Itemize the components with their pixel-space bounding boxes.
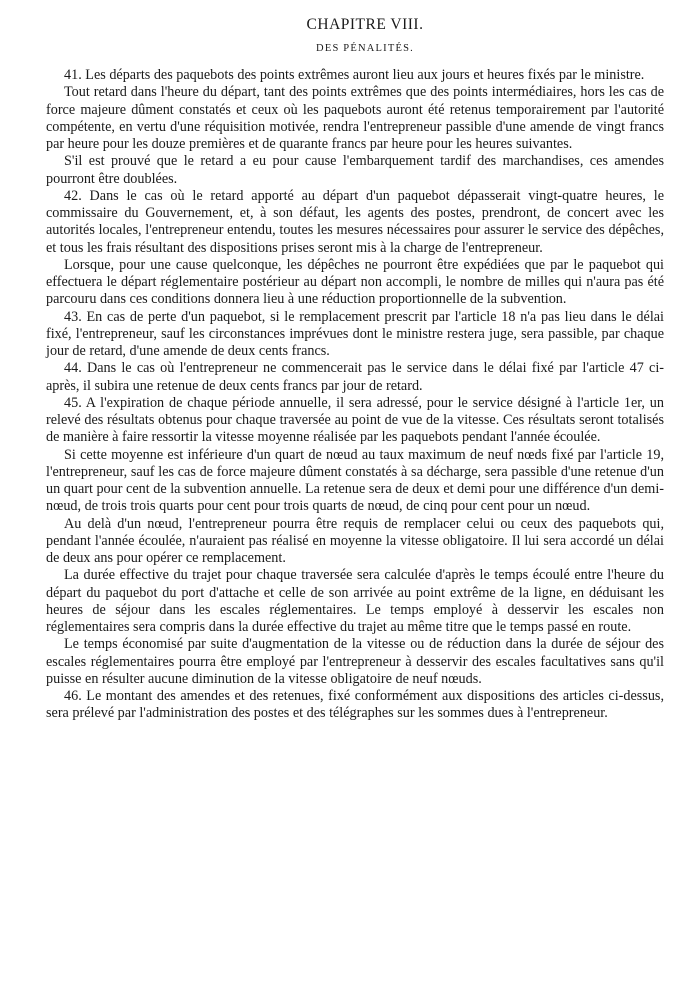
paragraph: La durée effective du trajet pour chaque traversée sera calculée d'après le temps écoulé entre l'heure du départ du paquebot du port d'attache et celle de son arrivée au point extrême de la ligne, en déduisant les heures de séjour dans les escales réglementaires. Le temps employé à desservir les escales non réglementaires sera compris dans la durée effective du trajet au même titre que le temps passé en route.	[46, 567, 664, 635]
chapter-title: CHAPITRE VIII.	[306, 16, 424, 33]
paragraph: Lorsque, pour une cause quelconque, les dépêches ne pourront être expédiées que par le paquebot qui effectuera le départ réglementaire postérieur au départ non accompli, le nombre de milles qui n'aura pas été parcouru dans ces conditions donnera lieu à une réduction proportionnelle de la subvention.	[46, 256, 664, 308]
body-text	[46, 67, 664, 723]
paragraph-article-45: 45. A l'expiration de chaque période annuelle, il sera adressé, pour le service désigné à l'article 1er, un relevé des résultats obtenus pour chaque traversée au point de vue de la vitesse. Ces résultats seront totalisés de manière à faire ressortir la vitesse moyenne réalisée par les paquebots pendant l'année écoulée.	[46, 394, 664, 446]
paragraph: Le temps économisé par suite d'augmentation de la vitesse ou de réduction dans la durée de séjour des escales réglementaires pourra être employé par l'entrepreneur à desservir des escales facultatives sans qu'il puisse en résulter aucune diminution de la vitesse obligatoire de neuf nœuds.	[46, 636, 664, 687]
paragraph-article-42: 42. Dans le cas où le retard apporté au départ d'un paquebot dépasserait vingt-quatre heures, le commissaire du Gouvernement, et, à son défaut, les agents des postes, prendront, de concert avec les autorités locales, l'entrepreneur entendu, toutes les mesures nécessaires pour assurer le service des dépêches, et tous les frais résultant des dispositions prises seront mis à la charge de l'entrepreneur.	[46, 187, 664, 256]
paragraph-article-41: 41. Les départs des paquebots des points extrêmes auront lieu aux jours et heures fixés par le ministre.	[64, 67, 645, 83]
paragraph: S'il est prouvé que le retard a eu pour cause l'embarquement tardif des marchandises, ces amendes pourront être doublées.	[46, 153, 664, 187]
paragraph: Si cette moyenne est inférieure d'un quart de nœud au taux maximum de neuf nœds fixé par l'article 19, l'entrepreneur, sauf les cas de force majeure dûment constatés à sa décharge, sera passible d'une retenue d'un un quart pour cent de la subvention annuelle. La retenue sera de deux et demi pour une différence d'un demi-nœud, de trois trois quarts pour cent pour trois quarts de nœud, de cinq pour cent pour un nœud.	[46, 446, 664, 515]
document-page	[46, 14, 664, 723]
section-title: DES PÉNALITÉS.	[316, 43, 414, 54]
paragraph-article-44: 44. Dans le cas où l'entrepreneur ne commencerait pas le service dans le délai fixé par l'article 47 ci-après, il subira une retenue de deux cents francs par jour de retard.	[46, 360, 664, 394]
paragraph-article-46: 46. Le montant des amendes et des retenues, fixé conformément aux dispositions des articles ci-dessus, sera prélevé par l'administration des postes et des télégraphes sur les sommes dues à l'entrepreneur.	[46, 688, 664, 722]
paragraph: Tout retard dans l'heure du départ, tant des points extrêmes que des points intermédiaires, hors les cas de force majeure dûment constatés et ceux où les paquebots auront été retenus temporairement par l'autorité compétente, en vertu d'une réquisition motivée, rendra l'entrepreneur passible d'une amende de vingt francs par heure pour les douze premières et de quarante francs par heure pour les heures suivantes.	[46, 84, 664, 152]
paragraph: Au delà d'un nœud, l'entrepreneur pourra être requis de remplacer celui ou ceux des paquebots qui, pendant l'année écoulée, n'auraient pas réalisé en moyenne la vitesse obligatoire. Il lui sera accordé un délai de deux ans pour opérer ce remplacement.	[46, 515, 664, 566]
paragraph-article-43: 43. En cas de perte d'un paquebot, si le remplacement prescrit par l'article 18 n'a pas lieu dans le délai fixé, l'entrepreneur, sauf les circonstances imprévues dont le ministre restera juge, sera passible, par chaque jour de retard, d'une amende de deux cents francs.	[46, 308, 664, 359]
